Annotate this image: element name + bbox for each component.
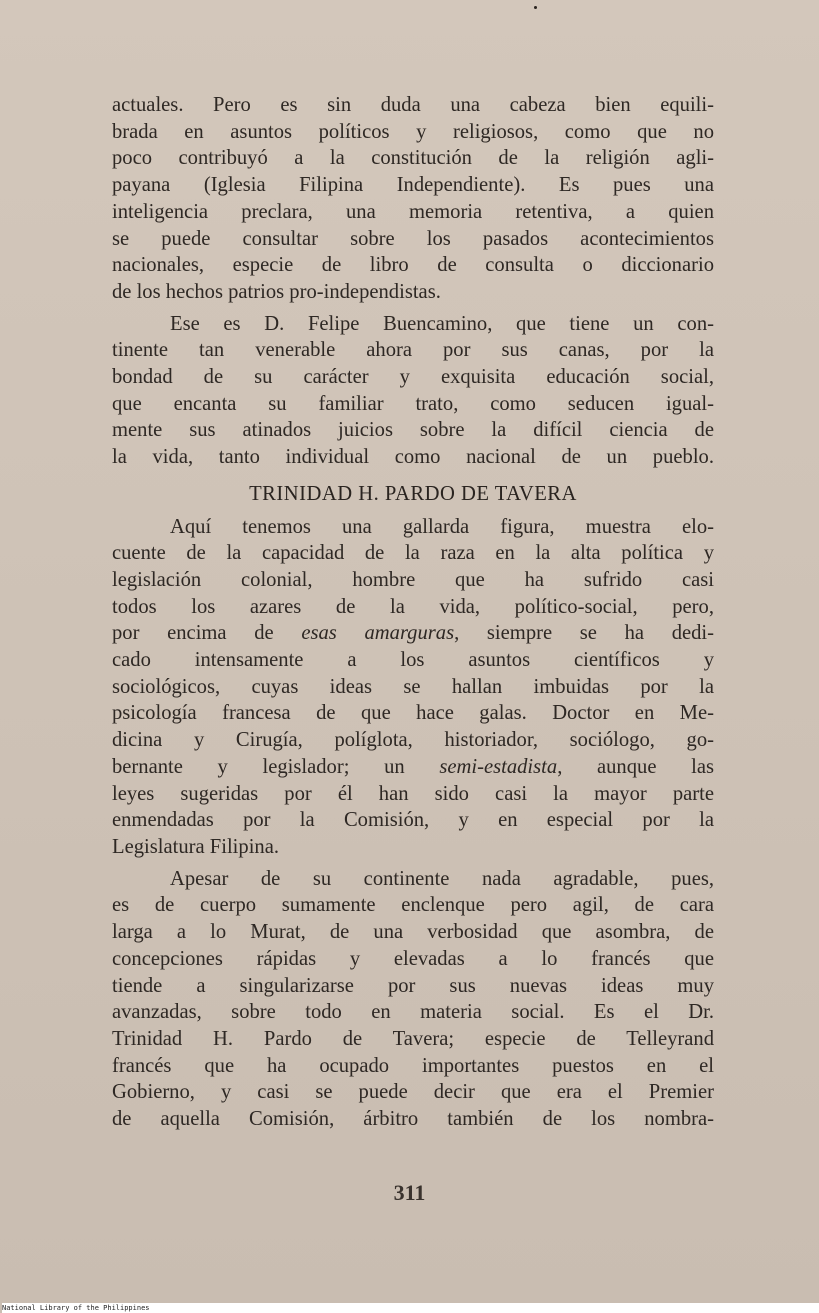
text-line: bondad de su carácter y exquisita educación social, bbox=[112, 366, 714, 389]
text-line: es de cuerpo sumamente enclenque pero agil, de cara bbox=[112, 894, 714, 917]
text-run: por encima de bbox=[112, 622, 302, 645]
text-line: Ese es D. Felipe Buencamino, que tiene un con- bbox=[170, 312, 714, 335]
text-line: que encanta su familiar trato, como seducen igual- bbox=[112, 392, 714, 415]
text-line bbox=[112, 620, 714, 647]
text-line: sociológicos, cuyas ideas se hallan imbuidas por la bbox=[112, 675, 714, 698]
text-run: , siempre se ha dedi- bbox=[454, 622, 715, 645]
text-line: Legislatura Filipina. bbox=[112, 835, 280, 858]
text-line: se puede consultar sobre los pasados acontecimientos bbox=[112, 227, 714, 250]
paragraph-3 bbox=[112, 514, 714, 861]
text-run: , aunque las bbox=[557, 755, 714, 778]
text-line: poco contribuyó a la constitución de la religión agli- bbox=[112, 147, 714, 170]
text-line: psicología francesa de que hace galas. Doctor en Me- bbox=[112, 702, 714, 725]
text-line: de aquella Comisión, árbitro también de los nombra- bbox=[112, 1108, 714, 1131]
text-line: todos los azares de la vida, político-social, pero, bbox=[112, 595, 714, 618]
ink-speck bbox=[534, 6, 537, 9]
text-line: brada en asuntos políticos y religiosos, como que no bbox=[112, 120, 714, 143]
text-line: Gobierno, y casi se puede decir que era el Premier bbox=[112, 1081, 714, 1104]
text-line: larga a lo Murat, de una verbosidad que asombra, de bbox=[112, 921, 714, 944]
text-line: cuente de la capacidad de la raza en la alta política y bbox=[112, 542, 714, 565]
italic-phrase: semi-estadista bbox=[439, 755, 558, 778]
footer-credit: National Library of the Philippines bbox=[2, 1303, 819, 1313]
text-line: inteligencia preclara, una memoria retentiva, a quien bbox=[112, 200, 714, 223]
paragraph-1 bbox=[112, 92, 714, 306]
italic-phrase: esas amarguras bbox=[301, 622, 455, 645]
text-line: Aquí tenemos una gallarda figura, muestra elo- bbox=[170, 515, 714, 538]
paragraph-4 bbox=[112, 866, 714, 1133]
section-heading: TRINIDAD H. PARDO DE TAVERA bbox=[249, 482, 577, 505]
text-line: cado intensamente a los asuntos científicos y bbox=[112, 649, 714, 672]
text-line: leyes sugeridas por él han sido casi la mayor parte bbox=[112, 782, 714, 805]
text-line: actuales. Pero es sin duda una cabeza bien equili- bbox=[112, 94, 714, 116]
text-line: enmendadas por la Comisión, y en especial por la bbox=[112, 809, 714, 832]
text-line: dicina y Cirugía, políglota, historiador, sociólogo, go- bbox=[112, 729, 714, 752]
text-line: nacionales, especie de libro de consulta o diccionario bbox=[112, 254, 714, 277]
text-line: de los hechos patrios pro-independistas. bbox=[112, 280, 441, 303]
text-line: tiende a singularizarse por sus nuevas ideas muy bbox=[112, 974, 714, 997]
body-text bbox=[112, 92, 714, 1133]
text-line: tinente tan venerable ahora por sus canas, por la bbox=[112, 339, 714, 362]
text-line: legislación colonial, hombre que ha sufrido casi bbox=[112, 568, 714, 591]
text-line: francés que ha ocupado importantes puestos en el bbox=[112, 1054, 714, 1077]
page-number: 311 bbox=[393, 1180, 426, 1205]
text-line: mente sus atinados juicios sobre la difícil ciencia de bbox=[112, 419, 714, 442]
text-line: payana (Iglesia Filipina Independiente). Es pues una bbox=[112, 174, 714, 197]
text-line bbox=[112, 754, 714, 781]
text-run: bernante y legislador; un bbox=[112, 755, 440, 778]
paragraph-2 bbox=[112, 311, 714, 471]
text-line: Trinidad H. Pardo de Tavera; especie de Telleyrand bbox=[112, 1027, 714, 1050]
text-line: Apesar de su continente nada agradable, pues, bbox=[170, 867, 714, 890]
text-line: la vida, tanto individual como nacional de un pueblo. bbox=[112, 446, 714, 469]
text-line: concepciones rápidas y elevadas a lo francés que bbox=[112, 947, 714, 970]
text-line: avanzadas, sobre todo en materia social. Es el Dr. bbox=[112, 1001, 714, 1024]
